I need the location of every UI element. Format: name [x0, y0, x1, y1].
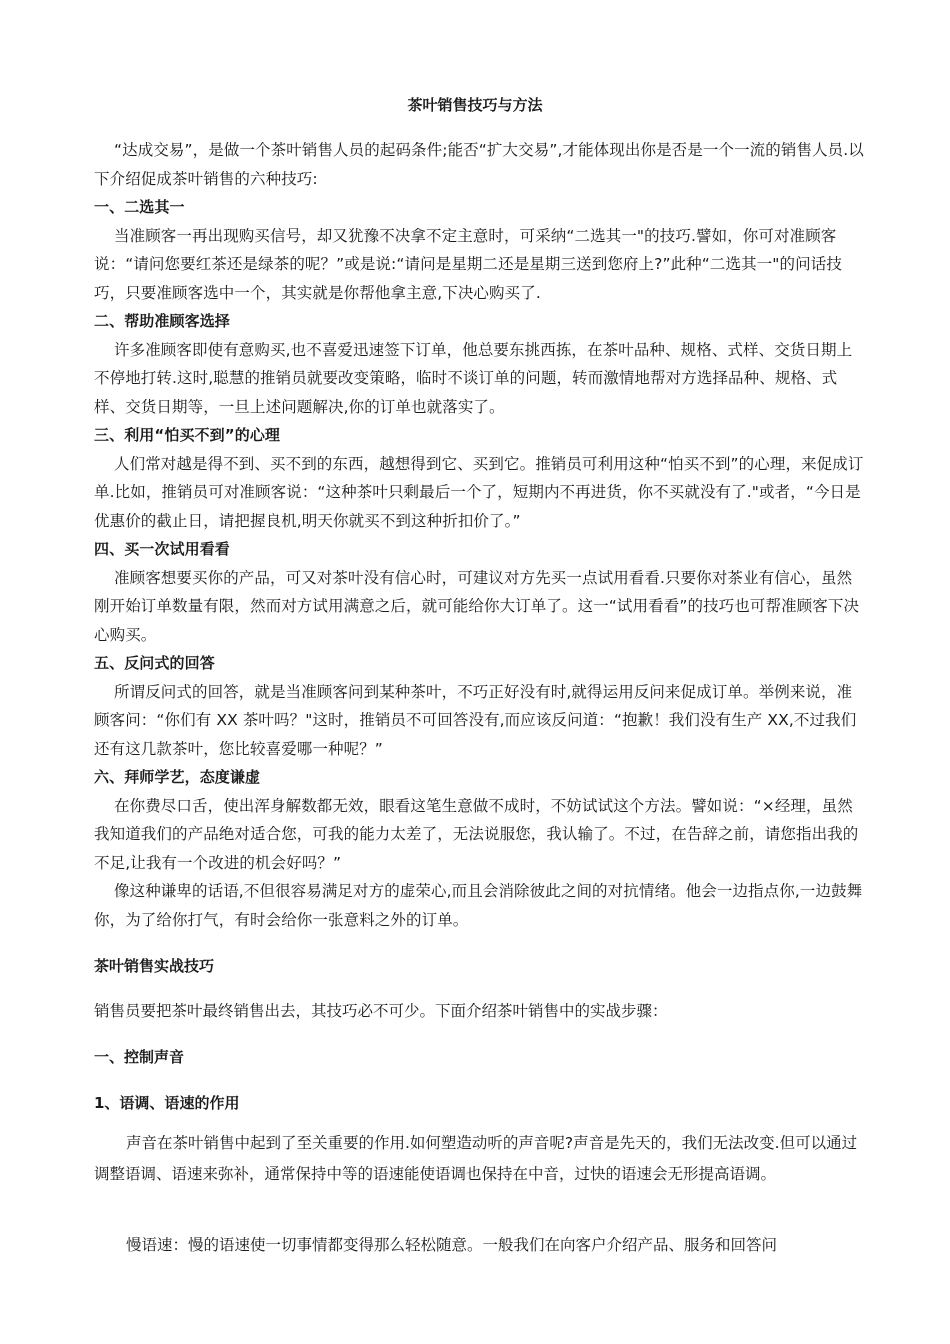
part2-sub2-block [94, 1087, 866, 1119]
section-body-6b: 像这种谦卑的话语,不但很容易满足对方的虚荣心,而且会消除彼此之间的对抗情绪。他会一边指点你,一边鼓舞你，为了给你打气，有时会给你一张意料之外的订单。 [94, 882, 863, 929]
part2-intro-block [94, 995, 866, 1027]
section-heading-1: 一、二选其一 [94, 198, 185, 216]
part2-intro: 销售员要把茶叶最终销售出去，其技巧必不可少。下面介绍茶叶销售中的实战步骤： [94, 1002, 668, 1020]
section-heading-6: 六、拜师学艺，态度谦虚 [94, 768, 261, 786]
part1-body [94, 136, 866, 934]
section-heading-2: 二、帮助准顾客选择 [94, 312, 230, 330]
section-body-6: 在你费尽口舌，使出浑身解数都无效，眼看这笔生意做不成时，不妨试试这个方法。譬如说：“×经理，虽然我知道我们的产品绝对适合您，可我的能力太差了，无法说服您，我认输了。不过，在告辞之前，请您指出我的不足,让我有一个改进的机会好吗？” [94, 796, 859, 872]
part2-heading-block [94, 950, 866, 982]
section-heading-5: 五、反问式的回答 [94, 654, 215, 672]
document-title: 茶叶销售技巧与方法 [407, 96, 543, 114]
section-body-2: 许多准顾客即使有意购买,也不喜爱迅速签下订单，他总要东挑西拣，在茶叶品种、规格、式样、交货日期上不停地打转.这时,聪慧的推销员就要改变策略，临时不谈订单的问题，转而激情地帮对方选择品种、规格、式样、交货日期等，一旦上述问题解决,你的订单也就落实了。 [94, 340, 853, 416]
section-body-1: 当准顾客一再出现购买信号，却又犹豫不决拿不定主意时，可采纳“二选其一"的技巧.譬如，你可对准顾客说：“请问您要红茶还是绿茶的呢？”或是说:“请问是星期二还是星期三送到您府上?”此种“二选其一"的问话技巧，只要准顾客选中一个，其实就是你帮他拿主意,下决心购买了. [94, 226, 842, 302]
part2-sub1-block [94, 1041, 866, 1073]
part2-sub2: 1、语调、语速的作用 [94, 1094, 240, 1112]
intro-paragraph: “达成交易”，是做一个茶叶销售人员的起码条件;能否“扩大交易”,才能体现出你是否是一个一流的销售人员.以下介绍促成茶叶销售的六种技巧: [94, 141, 864, 188]
section-heading-3: 三、利用“怕买不到”的心理 [94, 426, 281, 444]
part2-para2: 慢语速：慢的语速使一切事情都变得那么轻松随意。一般我们在向客户介绍产品、服务和回答问 [126, 1236, 778, 1254]
part2-para2-block [94, 1229, 866, 1261]
section-body-4: 准顾客想要买你的产品，可又对茶叶没有信心时，可建议对方先买一点试用看看.只要你对茶业有信心，虽然刚开始订单数量有限，然而对方试用满意之后，就可能给你大订单了。这一“试用看看”的技巧也可帮准顾客下决心购买。 [94, 568, 860, 644]
section-body-5: 所谓反问式的回答，就是当准顾客问到某种茶叶，不巧正好没有时,就得运用反问来促成订单。举例来说，准顾客问：“你们有 XX 茶叶吗？"这时，推销员不可回答没有,而应该反问道：“抱歉！我们没有生产 XX,不过我们还有这几款茶叶，您比较喜爱哪一种呢？” [94, 682, 857, 758]
part2-para1-block [94, 1128, 866, 1190]
section-body-3: 人们常对越是得不到、买不到的东西，越想得到它、买到它。推销员可利用这种“怕买不到”的心理，来促成订单.比如，推销员可对准顾客说：“这种茶叶只剩最后一个了，短期内不再进货，你不买就没有了."或者，“今日是优惠价的截止日，请把握良机,明天你就买不到这种折扣价了。” [94, 454, 864, 530]
part2-heading: 茶叶销售实战技巧 [94, 957, 215, 975]
section-heading-4: 四、买一次试用看看 [94, 540, 230, 558]
part2-para1: 声音在茶叶销售中起到了至关重要的作用.如何塑造动听的声音呢?声音是先天的，我们无法改变.但可以通过调整语调、语速来弥补，通常保持中等的语速能使语调也保持在中音，过快的语速会无形提高语调。 [94, 1134, 858, 1183]
part2-sub1: 一、控制声音 [94, 1048, 185, 1066]
